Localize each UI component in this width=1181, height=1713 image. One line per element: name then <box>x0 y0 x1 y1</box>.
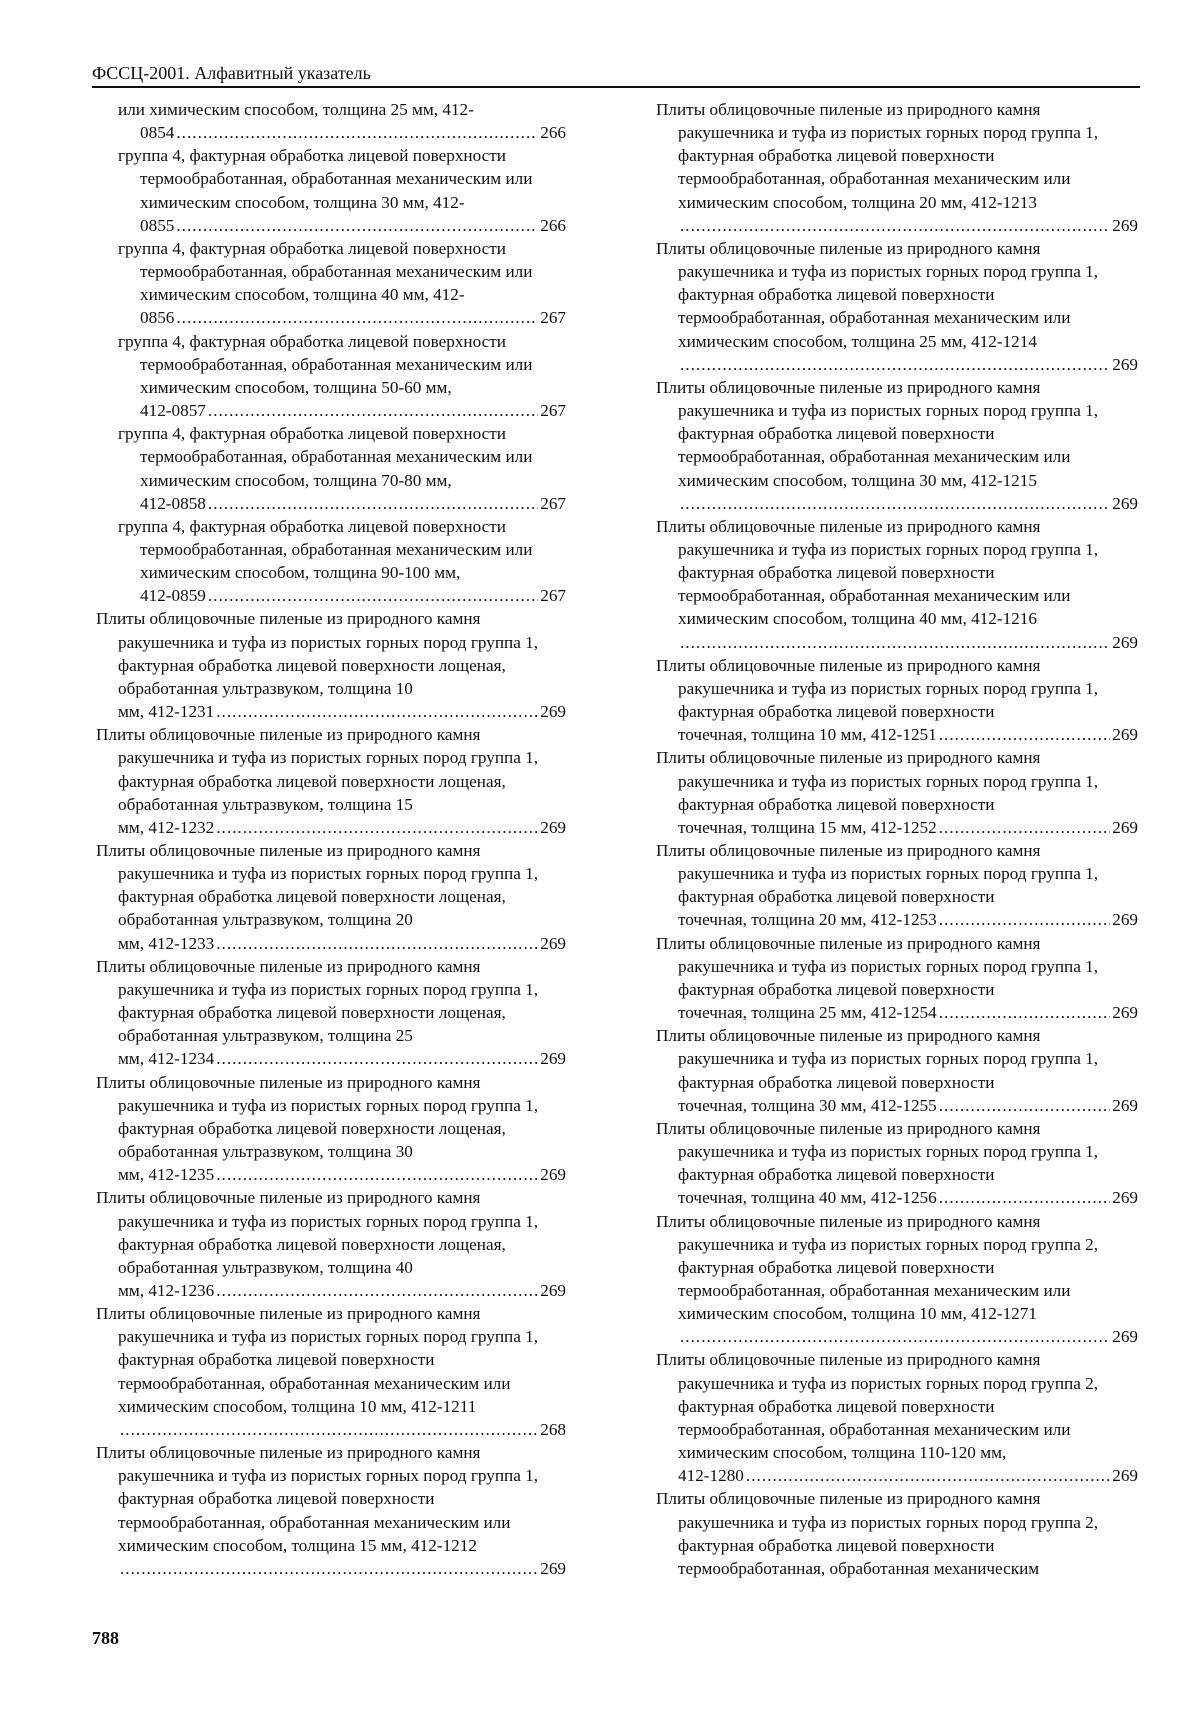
index-entry <box>96 237 566 330</box>
entry-text: Плиты облицовочные пиленые из природного камня ракушечника и туфа из пористых горных пород группа 2, фактурная обработка лицевой поверхности термообработанная, обработанная механическим <box>656 1489 1099 1578</box>
index-entry <box>656 1487 1138 1580</box>
index-entry <box>656 746 1138 839</box>
entry-tail: 412-0858 <box>140 493 206 513</box>
dot-leader <box>176 121 538 144</box>
entry-leader-line <box>678 908 1138 931</box>
entry-tail: точечная, толщина 25 мм, 412-1254 <box>678 1003 937 1023</box>
entry-leader-line <box>678 353 1138 376</box>
index-entry <box>96 1302 566 1441</box>
entry-page-ref: 269 <box>540 1558 566 1578</box>
entry-tail: 0854 <box>140 123 175 143</box>
entry-page-ref: 269 <box>1112 1095 1138 1115</box>
index-entry <box>96 839 566 955</box>
entry-text: группа 4, фактурная обработка лицевой поверхности термообработанная, обработанная механическим или химическим способом, толщина 50-60 мм, <box>118 331 533 397</box>
entry-text: Плиты облицовочные пиленые из природного камня ракушечника и туфа из пористых горных пород группа 2, фактурная обработка лицевой поверхности термообработанная, обработанная механическим или химическим способом, толщина 110-120 мм, <box>656 1350 1099 1463</box>
index-entry <box>96 330 566 423</box>
entry-tail: мм, 412-1236 <box>118 1280 215 1300</box>
entry-tail: 412-1280 <box>678 1466 744 1486</box>
entry-text: Плиты облицовочные пиленые из природного камня ракушечника и туфа из пористых горных пород группа 1, фактурная обработка лицевой поверхности термообработанная, обработанная механическим или химическим способом, толщина 25 мм, 412-1214 <box>656 238 1099 351</box>
index-entry <box>96 1071 566 1187</box>
index-entry <box>96 422 566 515</box>
dot-leader <box>176 214 538 237</box>
entry-leader-line <box>678 723 1138 746</box>
entry-tail: 0855 <box>140 215 175 235</box>
entry-page-ref: 269 <box>1112 1003 1138 1023</box>
header-title: ФССЦ-2001. Алфавитный указатель <box>92 63 371 83</box>
entry-text: группа 4, фактурная обработка лицевой поверхности термообработанная, обработанная механическим или химическим способом, толщина 40 мм, 412- <box>118 238 533 305</box>
entry-leader-line <box>118 932 566 955</box>
dot-leader <box>939 1094 1110 1117</box>
entry-page-ref: 269 <box>540 1280 566 1300</box>
entry-page-ref: 269 <box>540 933 566 953</box>
index-entry <box>96 955 566 1071</box>
entry-page-ref: 269 <box>1112 910 1138 930</box>
entry-page-ref: 268 <box>540 1419 566 1439</box>
index-column-left <box>96 98 566 1580</box>
dot-leader <box>216 1047 538 1070</box>
entry-page-ref: 269 <box>1112 1188 1138 1208</box>
entry-text: Плиты облицовочные пиленые из природного камня ракушечника и туфа из пористых горных пород группа 1, фактурная обработка лицевой поверхности <box>656 1026 1099 1092</box>
entry-page-ref: 269 <box>540 1165 566 1185</box>
entry-text: Плиты облицовочные пиленые из природного камня ракушечника и туфа из пористых горных пород группа 1, фактурная обработка лицевой поверхности <box>656 841 1099 907</box>
index-entry <box>96 723 566 839</box>
entry-text: группа 4, фактурная обработка лицевой поверхности термообработанная, обработанная механическим или химическим способом, толщина 70-80 мм, <box>118 424 533 490</box>
entry-leader-line <box>118 1047 566 1070</box>
dot-leader <box>939 723 1110 746</box>
entry-tail: 0856 <box>140 308 175 328</box>
entry-leader-line <box>140 214 566 237</box>
entry-leader-line <box>678 1001 1138 1024</box>
entry-leader-line <box>678 816 1138 839</box>
entry-tail: точечная, толщина 15 мм, 412-1252 <box>678 817 937 837</box>
entry-text: Плиты облицовочные пиленые из природного камня ракушечника и туфа из пористых горных пород группа 1, фактурная обработка лицевой поверхности <box>656 933 1099 999</box>
entry-text: Плиты облицовочные пиленые из природного камня ракушечника и туфа из пористых горных пород группа 1, фактурная обработка лицевой поверхности <box>656 655 1099 722</box>
entry-text: Плиты облицовочные пиленые из природного камня ракушечника и туфа из пористых горных пород группа 1, фактурная обработка лицевой поверхности лощеная, обработанная ультразвуком, толщина 20 <box>96 841 539 930</box>
entry-tail: точечная, толщина 10 мм, 412-1251 <box>678 725 937 745</box>
entry-page-ref: 269 <box>1112 1327 1138 1347</box>
entry-page-ref: 269 <box>1112 817 1138 837</box>
entry-tail: мм, 412-1233 <box>118 933 215 953</box>
entry-text: Плиты облицовочные пиленые из природного камня ракушечника и туфа из пористых горных пород группа 1, фактурная обработка лицевой поверхности лощеная, обработанная ультразвуком, толщина 15 <box>96 725 539 814</box>
index-entry <box>96 1186 566 1302</box>
entry-tail: мм, 412-1235 <box>118 1165 215 1185</box>
dot-leader <box>939 816 1110 839</box>
entry-page-ref: 269 <box>1112 725 1138 745</box>
entry-leader-line <box>678 1464 1138 1487</box>
entry-tail: мм, 412-1234 <box>118 1049 215 1069</box>
index-column-right <box>656 98 1138 1580</box>
entry-tail: мм, 412-1232 <box>118 817 215 837</box>
entry-page-ref: 267 <box>540 401 566 421</box>
dot-leader <box>939 908 1110 931</box>
index-entry <box>656 1024 1138 1117</box>
entry-page-ref: 269 <box>540 702 566 722</box>
entry-page-ref: 266 <box>540 215 566 235</box>
entry-text: Плиты облицовочные пиленые из природного камня ракушечника и туфа из пористых горных пород группа 1, фактурная обработка лицевой поверхности лощеная, обработанная ультразвуком, толщина 25 <box>96 956 539 1046</box>
index-entry <box>96 515 566 608</box>
entry-page-ref: 269 <box>1112 493 1138 513</box>
dot-leader <box>208 399 538 422</box>
index-entry <box>96 98 566 144</box>
entry-page-ref: 269 <box>540 1049 566 1069</box>
entry-text: Плиты облицовочные пиленые из природного камня ракушечника и туфа из пористых горных пород группа 1, фактурная обработка лицевой поверхности лощеная, обработанная ультразвуком, толщина 40 <box>96 1188 539 1277</box>
index-entry <box>96 1441 566 1580</box>
entry-leader-line <box>118 1418 566 1441</box>
entry-leader-line <box>140 121 566 144</box>
index-entry <box>656 237 1138 376</box>
entry-text: или химическим способом, толщина 25 мм, 412- <box>118 100 474 119</box>
entry-text: Плиты облицовочные пиленые из природного камня ракушечника и туфа из пористых горных пород группа 1, фактурная обработка лицевой поверхности лощеная, обработанная ультразвуком, толщина 10 <box>96 609 539 698</box>
entry-text: Плиты облицовочные пиленые из природного камня ракушечника и туфа из пористых горных пород группа 1, фактурная обработка лицевой поверхности термообработанная, обработанная механическим или химическим способом, толщина 15 мм, 412-1212 <box>96 1443 539 1555</box>
running-header <box>92 62 1140 88</box>
entry-page-ref: 269 <box>1112 354 1138 374</box>
entry-leader-line <box>140 306 566 329</box>
index-entry <box>656 1117 1138 1210</box>
entry-page-ref: 266 <box>540 123 566 143</box>
dot-leader <box>216 1279 538 1302</box>
entry-leader-line <box>140 399 566 422</box>
index-entry <box>656 1210 1138 1349</box>
entry-leader-line <box>118 816 566 839</box>
entry-tail: 412-0859 <box>140 586 206 606</box>
entry-leader-line <box>678 631 1138 654</box>
dot-leader <box>746 1464 1110 1487</box>
entry-leader-line <box>678 1094 1138 1117</box>
index-entry <box>656 932 1138 1025</box>
index-entry <box>656 1348 1138 1487</box>
dot-leader <box>939 1186 1110 1209</box>
entry-page-ref: 269 <box>1112 215 1138 235</box>
entry-page-ref: 269 <box>540 817 566 837</box>
entry-page-ref: 269 <box>1112 1466 1138 1486</box>
entry-leader-line <box>118 1557 566 1580</box>
entry-text: Плиты облицовочные пиленые из природного камня ракушечника и туфа из пористых горных пород группа 1, фактурная обработка лицевой поверхности <box>656 1118 1099 1185</box>
dot-leader <box>939 1001 1110 1024</box>
dot-leader <box>680 631 1110 654</box>
entry-tail: точечная, толщина 20 мм, 412-1253 <box>678 910 937 930</box>
dot-leader <box>216 700 538 723</box>
entry-tail: мм, 412-1231 <box>118 702 215 722</box>
entry-text: Плиты облицовочные пиленые из природного камня ракушечника и туфа из пористых горных пород группа 1, фактурная обработка лицевой поверхности <box>656 748 1099 814</box>
entry-leader-line <box>118 1163 566 1186</box>
dot-leader <box>216 816 538 839</box>
entry-leader-line <box>140 492 566 515</box>
index-entry <box>656 515 1138 654</box>
dot-leader <box>216 932 538 955</box>
entry-leader-line <box>118 700 566 723</box>
entry-leader-line <box>118 1279 566 1302</box>
entry-leader-line <box>678 1325 1138 1348</box>
entry-text: Плиты облицовочные пиленые из природного камня ракушечника и туфа из пористых горных пород группа 1, фактурная обработка лицевой поверхности термообработанная, обработанная механическим или химическим способом, толщина 30 мм, 412-1215 <box>656 377 1099 490</box>
entry-tail: точечная, толщина 30 мм, 412-1255 <box>678 1095 937 1115</box>
entry-tail: 412-0857 <box>140 401 206 421</box>
dot-leader <box>176 306 538 329</box>
entry-text: группа 4, фактурная обработка лицевой поверхности термообработанная, обработанная механическим или химическим способом, толщина 90-100 мм, <box>118 516 533 583</box>
index-entry <box>656 654 1138 747</box>
dot-leader <box>208 492 538 515</box>
index-entry <box>656 839 1138 932</box>
entry-page-ref: 267 <box>540 586 566 606</box>
entry-page-ref: 267 <box>540 308 566 328</box>
index-entry <box>96 607 566 723</box>
entry-leader-line <box>678 492 1138 515</box>
dot-leader <box>208 584 538 607</box>
index-entry <box>656 98 1138 237</box>
entry-text: Плиты облицовочные пиленые из природного камня ракушечника и туфа из пористых горных пород группа 1, фактурная обработка лицевой поверхности термообработанная, обработанная механическим или химическим способом, толщина 40 мм, 412-1216 <box>656 516 1099 629</box>
entry-text: Плиты облицовочные пиленые из природного камня ракушечника и туфа из пористых горных пород группа 2, фактурная обработка лицевой поверхности термообработанная, обработанная механическим или химическим способом, толщина 10 мм, 412-1271 <box>656 1211 1099 1324</box>
entry-text: группа 4, фактурная обработка лицевой поверхности термообработанная, обработанная механическим или химическим способом, толщина 30 мм, 412- <box>118 146 533 212</box>
dot-leader <box>120 1418 538 1441</box>
entry-leader-line <box>678 214 1138 237</box>
dot-leader <box>680 214 1110 237</box>
dot-leader <box>120 1557 538 1580</box>
index-entry <box>656 376 1138 515</box>
dot-leader <box>680 353 1110 376</box>
entry-leader-line <box>678 1186 1138 1209</box>
entry-page-ref: 267 <box>540 493 566 513</box>
entry-text: Плиты облицовочные пиленые из природного камня ракушечника и туфа из пористых горных пород группа 1, фактурная обработка лицевой поверхности лощеная, обработанная ультразвуком, толщина 30 <box>96 1072 539 1162</box>
entry-tail: точечная, толщина 40 мм, 412-1256 <box>678 1188 937 1208</box>
dot-leader <box>216 1163 538 1186</box>
dot-leader <box>680 492 1110 515</box>
dot-leader <box>680 1325 1110 1348</box>
entry-text: Плиты облицовочные пиленые из природного камня ракушечника и туфа из пористых горных пород группа 1, фактурная обработка лицевой поверхности термообработанная, обработанная механическим или химическим способом, толщина 20 мм, 412-1213 <box>656 100 1099 212</box>
entry-page-ref: 269 <box>1112 632 1138 652</box>
index-entry <box>96 144 566 237</box>
page-number: 788 <box>92 1628 119 1648</box>
entry-text: Плиты облицовочные пиленые из природного камня ракушечника и туфа из пористых горных пород группа 1, фактурная обработка лицевой поверхности термообработанная, обработанная механическим или химическим способом, толщина 10 мм, 412-1211 <box>96 1304 539 1416</box>
entry-leader-line <box>140 584 566 607</box>
